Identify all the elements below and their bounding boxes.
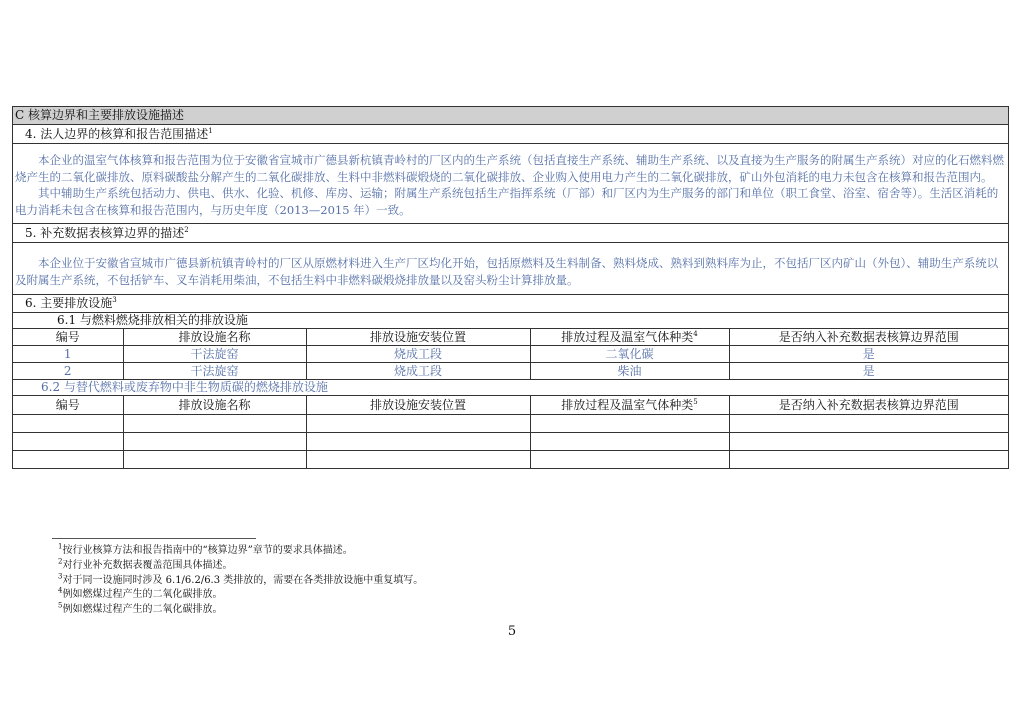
section-4-heading-text: 4. 法人边界的核算和报告范围描述 <box>25 127 209 141</box>
table-row <box>13 346 1008 363</box>
table-row-empty <box>13 451 1008 469</box>
column-header: 是否纳入补充数据表核算边界范围 <box>729 329 1008 346</box>
section-4-paragraph-1: 本企业的温室气体核算和报告范围为位于安徽省宣城市广德县新杭镇青岭村的厂区内的生产系统（包括直接生产系统、辅助生产系统、以及直接为生产服务的附属生产系统）对应的化石燃料燃烧产生的二氧化碳排放、原料碳酸盐分解产生的二氧化碳排放、生料中非燃料碳煅烧的二氧化碳排放、企业购入使用电力产生的二氧化碳排放，矿山外包消耗的电力未包含在核算和报告范围内。 <box>15 153 1004 184</box>
fuel-combustion-facilities-table <box>13 329 1008 379</box>
footnote-number: 5 <box>58 601 63 610</box>
section-4-body <box>13 144 1008 224</box>
table-row <box>13 363 1008 380</box>
column-header-text: 排放过程及温室气体种类 <box>561 329 694 344</box>
footnote-text: 按行业核算方法和报告指南中的“核算边界”章节的要求具体描述。 <box>62 545 353 556</box>
table-cell: 干法旋窑 <box>123 346 306 363</box>
footnote-number: 1 <box>58 542 63 551</box>
table-cell <box>729 415 1008 433</box>
table-header-row <box>13 396 1008 415</box>
footnote-ref-4: 4 <box>693 329 698 338</box>
table-cell <box>530 433 729 451</box>
column-header-text: 排放过程及温室气体种类 <box>561 397 694 412</box>
table-cell: 柴油 <box>530 363 729 380</box>
footnote-ref-3: 3 <box>112 296 117 304</box>
footnote-number: 2 <box>58 557 63 566</box>
table-cell <box>123 433 306 451</box>
table-cell: 烧成工段 <box>306 346 530 363</box>
table-cell <box>729 451 1008 469</box>
footnote-ref-1: 1 <box>208 127 213 135</box>
table-cell <box>13 433 123 451</box>
table-row-empty <box>13 433 1008 451</box>
section-5-body <box>13 243 1008 295</box>
table-cell: 二氧化碳 <box>530 346 729 363</box>
footnote-number: 4 <box>58 587 63 596</box>
table-cell <box>306 433 530 451</box>
table-cell <box>530 451 729 469</box>
table-cell <box>13 451 123 469</box>
table-row-empty <box>13 415 1008 433</box>
table-cell: 2 <box>13 363 123 380</box>
footnote-separator <box>52 538 256 539</box>
section-5-paragraph-1: 本企业位于安徽省宣城市广德县新杭镇青岭村的厂区从原燃材料进入生产厂区均化开始，包括原燃料及生料制备、熟料烧成、熟料到熟料库为止，不包括厂区内矿山（外包）、辅助生产系统以及附属生产系统，不包括铲车、叉车消耗用柴油，不包括生料中非燃料碳煅烧排放量以及窑头粉尘计算排放量。 <box>15 256 999 287</box>
column-header: 编号 <box>13 396 123 415</box>
footnote-4 <box>58 588 423 603</box>
alternative-fuel-facilities-table <box>13 396 1008 468</box>
report-sheet <box>12 106 1009 469</box>
section-6-2-heading <box>13 380 1008 396</box>
footnote-3 <box>58 574 423 589</box>
table-6-2 <box>13 396 1008 468</box>
table-6-1 <box>13 329 1008 380</box>
table-cell: 是 <box>729 346 1008 363</box>
section-6-heading-text: 6. 主要排放设施 <box>25 296 113 310</box>
column-header: 排放设施名称 <box>123 329 306 346</box>
section-c-title <box>13 107 1008 125</box>
table-cell: 是 <box>862 363 875 378</box>
footnote-text: 对行业补充数据表覆盖范围具体描述。 <box>62 559 233 571</box>
page-number: 5 <box>507 624 517 639</box>
footnote-1 <box>58 544 423 559</box>
section-4-paragraph-2: 其中辅助生产系统包括动力、供电、供水、化验、机修、库房、运输；附属生产系统包括生产指挥系统（厂部）和厂区内为生产服务的部门和单位（职工食堂、浴室、宿舍等）。生活区消耗的电力消耗未包含在核算和报告范围内，与历史年度（2013—2015 年）一致。 <box>15 186 999 217</box>
section-5-heading <box>13 224 1008 243</box>
section-c-title-text: C 核算边界和主要排放设施描述 <box>15 108 184 122</box>
table-header-row <box>13 329 1008 346</box>
footnote-text: 例如燃煤过程产生的二氧化碳排放。 <box>62 589 223 601</box>
section-6-2-heading-text: 6.2 与替代燃料或废弃物中非生物质碳的燃烧排放设施 <box>41 380 328 394</box>
table-cell <box>306 451 530 469</box>
table-cell <box>123 451 306 469</box>
column-header: 排放设施安装位置 <box>306 329 530 346</box>
column-header: 排放设施名称 <box>123 396 306 415</box>
footnote-2 <box>58 559 423 574</box>
column-header: 是否纳入补充数据表核算边界范围 <box>729 396 1008 415</box>
footnotes <box>58 544 423 618</box>
footnote-ref-2: 2 <box>184 226 189 234</box>
section-6-1-heading-text: 6.1 与燃料燃烧排放相关的排放设施 <box>57 313 248 327</box>
table-cell: 烧成工段 <box>306 363 530 380</box>
footnote-number: 3 <box>58 572 63 581</box>
section-6-heading <box>13 295 1008 313</box>
table-cell: 干法旋窑 <box>123 363 306 380</box>
table-cell: 1 <box>13 346 123 363</box>
footnote-5 <box>58 603 423 618</box>
footnote-text: 对于同一设施同时涉及 6.1/6.2/6.3 类排放的，需要在各类排放设施中重复填写。 <box>62 574 424 586</box>
table-cell <box>306 415 530 433</box>
table-cell <box>123 415 306 433</box>
column-header <box>530 396 729 415</box>
column-header: 排放设施安装位置 <box>306 396 530 415</box>
section-4-heading <box>13 125 1008 144</box>
table-cell <box>13 415 123 433</box>
table-cell <box>530 415 729 433</box>
footnote-ref-5: 5 <box>693 397 698 406</box>
section-5-heading-text: 5. 补充数据表核算边界的描述 <box>25 226 185 240</box>
column-header: 编号 <box>13 329 123 346</box>
section-6-1-heading <box>13 313 1008 329</box>
table-cell <box>729 433 1008 451</box>
column-header <box>530 329 729 346</box>
footnote-text: 例如燃煤过程产生的二氧化碳排放。 <box>62 604 223 616</box>
